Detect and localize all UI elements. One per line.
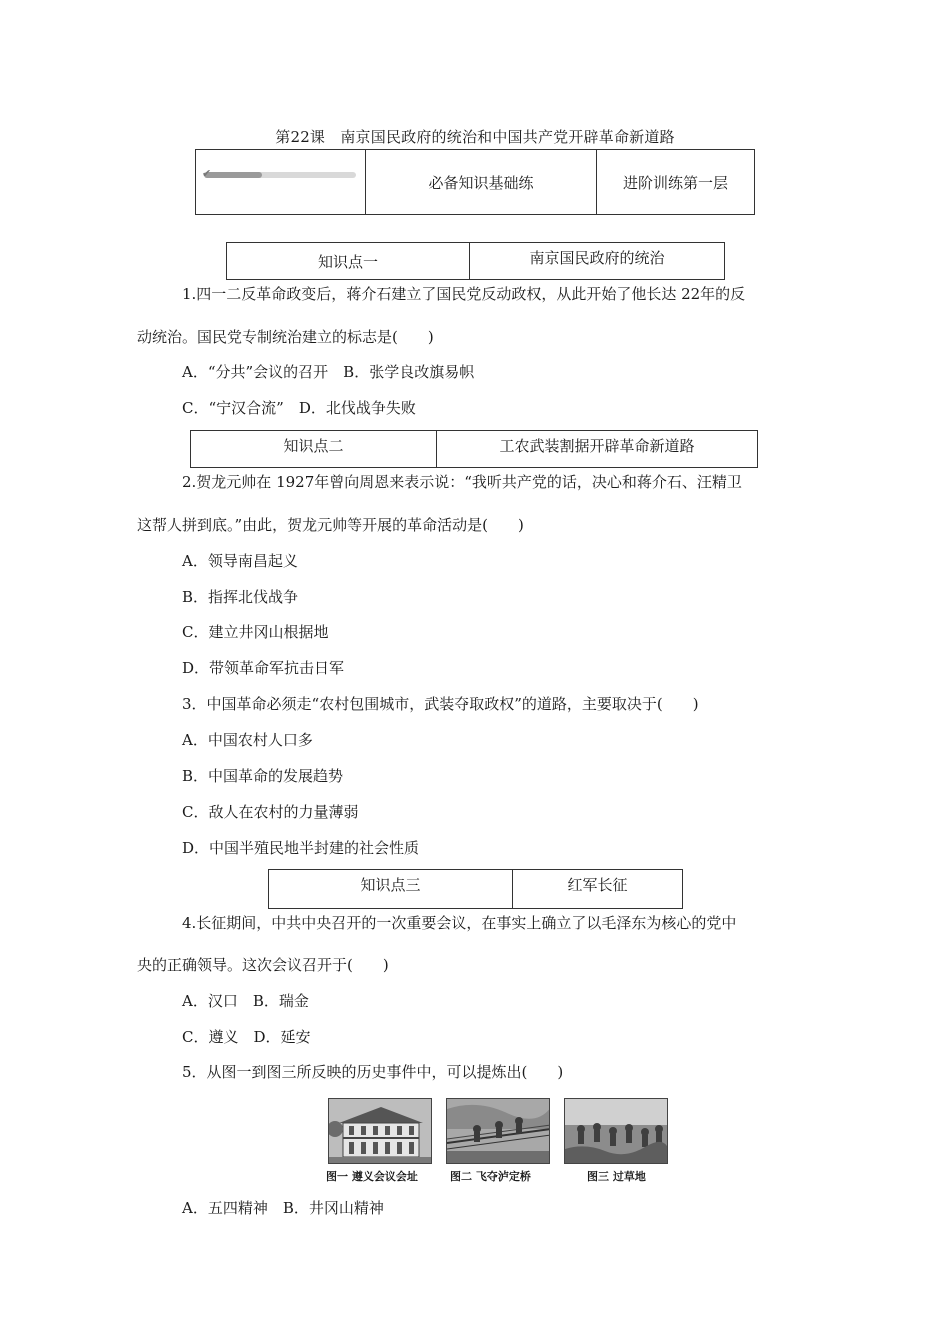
- progress-cell: [196, 150, 366, 214]
- knowledge-point-topic: 红军长征: [567, 876, 628, 894]
- answer-option: C．遵义 D．延安: [182, 1028, 311, 1046]
- answer-option: A．领导南昌起义: [182, 552, 298, 570]
- answer-option: B．指挥北伐战争: [182, 588, 299, 606]
- figure-strip: [326, 1098, 672, 1188]
- knowledge-point-box: [190, 430, 758, 468]
- figure-caption: 图三 过草地: [587, 1170, 646, 1183]
- answer-option: D．中国半殖民地半封建的社会性质: [182, 839, 420, 857]
- question-text: 5．从图一到图三所反映的历史事件中，可以提炼出( ): [182, 1063, 564, 1081]
- knowledge-point-label: 知识点二: [191, 431, 437, 467]
- knowledge-point-box: [268, 869, 683, 909]
- answer-option: C．“宁汉合流” D．北伐战争失败: [182, 399, 416, 417]
- grassland-crossing-image: [564, 1098, 668, 1164]
- figure-caption: 图二 飞夺泸定桥: [450, 1170, 531, 1183]
- question-text: 央的正确领导。这次会议召开于( ): [137, 956, 389, 974]
- question-text: 这帮人拼到底。”由此，贺龙元帅等开展的革命活动是( ): [137, 516, 524, 534]
- knowledge-point-box: [226, 242, 725, 280]
- answer-option: A．汉口 B．瑞金: [182, 992, 309, 1010]
- progress-bar: [202, 167, 356, 180]
- answer-option: A．“分共”会议的召开 B．张学良改旗易帜: [182, 363, 475, 381]
- progress-fill: [204, 172, 262, 178]
- knowledge-point-label: 知识点一: [227, 243, 470, 279]
- figure-caption: 图一 遵义会议会址: [326, 1170, 418, 1183]
- question-text: 动统治。国民党专制统治建立的标志是( ): [137, 328, 434, 346]
- answer-option: C．敌人在农村的力量薄弱: [182, 803, 359, 821]
- knowledge-point-topic: 南京国民政府的统治: [529, 249, 665, 267]
- answer-option: B．中国革命的发展趋势: [182, 767, 344, 785]
- knowledge-point-topic: 工农武装割据开辟革命新道路: [499, 437, 695, 455]
- check-icon: ✔: [202, 167, 212, 180]
- answer-option: A．中国农村人口多: [182, 731, 313, 749]
- header-level: 进阶训练第一层: [622, 173, 728, 192]
- luding-bridge-image: [446, 1098, 550, 1164]
- lesson-title: 第22课 南京国民政府的统治和中国共产党开辟革命新道路: [275, 128, 675, 146]
- question-text: 3．中国革命必须走“农村包围城市，武装夺取政权”的道路，主要取决于( ): [182, 695, 699, 713]
- question-text: 1.四一二反革命政变后，蒋介石建立了国民党反动政权，从此开始了他长达 22年的反: [182, 285, 746, 303]
- answer-option: C．建立井冈山根据地: [182, 623, 329, 641]
- knowledge-point-label: 知识点三: [269, 870, 513, 908]
- header-practice-type: 必备知识基础练: [366, 150, 597, 214]
- answer-option: A．五四精神 B．井冈山精神: [182, 1199, 384, 1217]
- section-header-table: [195, 149, 755, 215]
- question-text: 2.贺龙元帅在 1927年曾向周恩来表示说：“我听共产党的话，决心和蒋介石、汪精卫: [182, 473, 742, 491]
- answer-option: D．带领革命军抗击日军: [182, 659, 345, 677]
- question-text: 4.长征期间，中共中央召开的一次重要会议，在事实上确立了以毛泽东为核心的党中: [182, 914, 737, 932]
- zunyi-meeting-site-image: [328, 1098, 432, 1164]
